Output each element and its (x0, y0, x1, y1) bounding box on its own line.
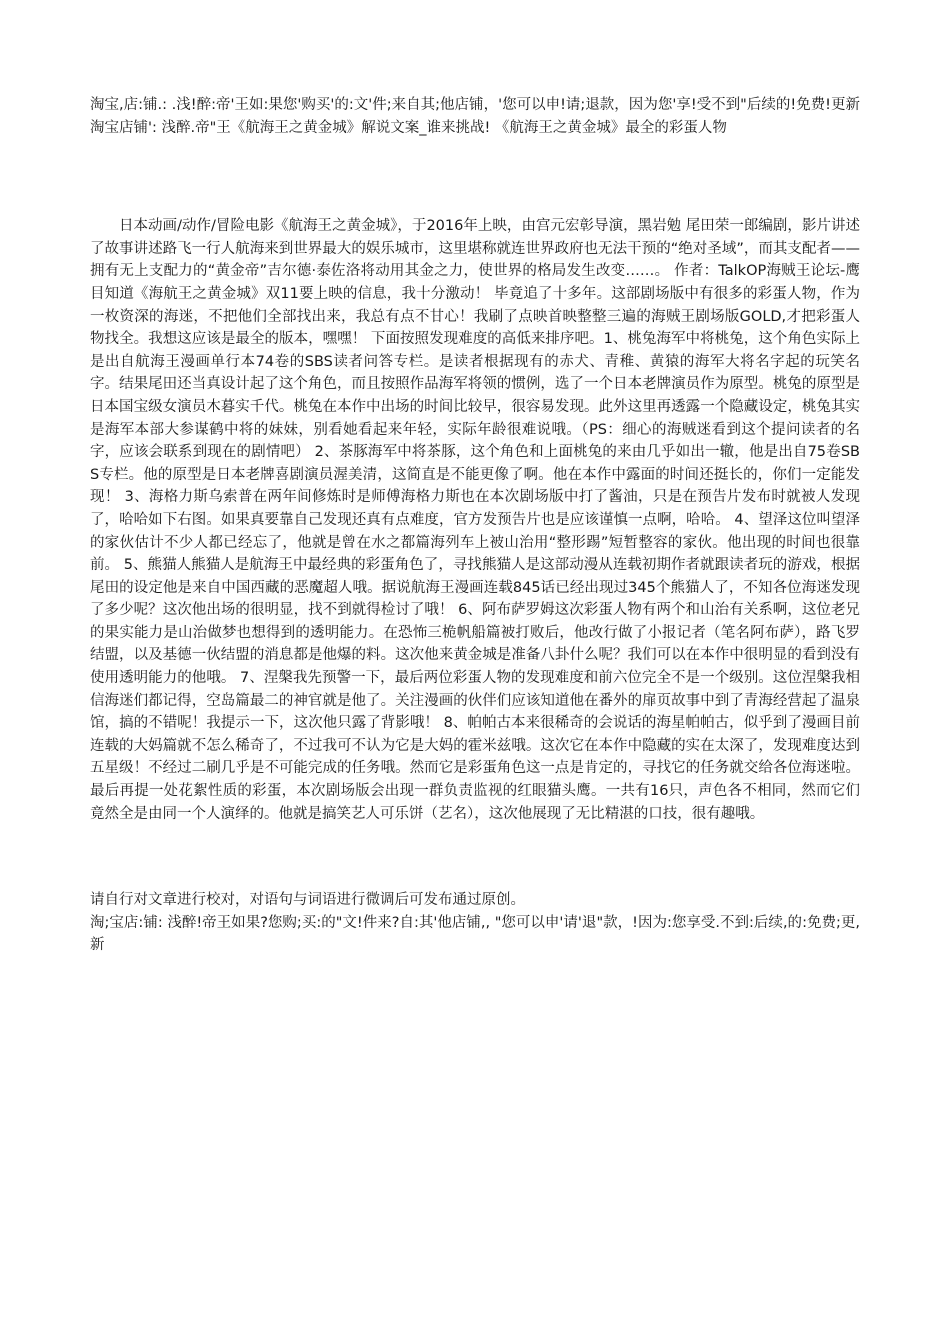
footer-notice: 请自行对文章进行校对，对语句与词语进行微调后可发布通过原创。 淘;宝店:铺: 浅醉!帝王如果?您购;买:的"文!件来?自:其'他店铺,, "您可以申'请'退"款，!因为:您享受.不到:后续,的:免费;更,新 (90, 892, 860, 954)
article-body: 日本动画/动作/冒险电影《航海王之黄金城》，于2016年上映，由宫元宏彰导演，黑岩勉 尾田荣一郎编剧，影片讲述了故事讲述路飞一行人航海来到世界最大的娱乐城市，这里堪称就连世界政府也无法干预的“绝对圣域”，而其支配者——拥有无上支配力的“黄金帝”吉尔德·泰佐洛将动用其金之力，使世界的格局发生改变……。 作者：TalkOP海贼王论坛-鹰目知道《海航王之黄金城》双11要上映的信息，我十分激动！ 毕竟追了十多年。这部剧场版中有很多的彩蛋人物，作为一枚资深的海迷，不把他们全部找出来，我总有点不甘心！我刷了点映首映整整三遍的海贼王剧场版GOLD,才把彩蛋人物找全。我想这应该是最全的版本，嘿嘿！ 下面按照发现难度的高低来排序吧。1、桃兔海军中将桃兔，这个角色实际上是出自航海王漫画单行本74卷的SBS读者问答专栏。是读者根据现有的赤犬、青稚、黄猿的海军大将名字起的玩笑名字。结果尾田还当真设计起了这个角色，而且按照作品海军将领的惯例，选了一个日本老牌演员作为原型。桃兔的原型是日本国宝级女演员木暮实千代。桃兔在本作中出场的时间比较早，很容易发现。此外这里再透露一个隐藏设定，桃兔其实是海军本部大参谋鹤中将的妹妹，别看她看起来年轻，实际年龄很难说哦。（PS：细心的海贼迷看到这个提问读者的名字，应该会联系到现在的剧情吧） 2、茶豚海军中将茶豚，这个角色和上面桃兔的来由几乎如出一辙，他是出自75卷SBS专栏。他的原型是日本老牌喜剧演员渥美清，这简直是不能更像了啊。他在本作中露面的时间还挺长的，你们一定能发现！ 3、海格力斯乌索普在两年间修炼时是师傅海格力斯也在本次剧场版中打了酱油，只是在预告片发布时就被人发现了，哈哈如下右图。如果真要靠自己发现还真有点难度，官方发预告片也是应该谨慎一点啊，哈哈。 4、望泽这位叫望泽的家伙估计不少人都已经忘了，他就是曾在水之都篇海列车上被山治用“整形踢”短暂整容的家伙。他出现的时间也很靠前。 5、熊猫人熊猫人是航海王中最经典的彩蛋角色了，寻找熊猫人是这部动漫从连载初期作者就跟读者玩的游戏，根据尾田的设定他是来自中国西藏的恶魔超人哦。据说航海王漫画连载845话已经出现过345个熊猫人了，不知各位海迷发现了多少呢？这次他出场的很明显，找不到就得检讨了哦！ 6、阿布萨罗姆这次彩蛋人物有两个和山治有关系啊，这位老兄的果实能力是山治做梦也想得到的透明能力。在恐怖三桅帆船篇被打败后，他改行做了小报记者（笔名阿布萨），路飞罗结盟，以及基德一伙结盟的消息都是他爆的料。这次他来黄金城是准备八卦什么呢？我们可以在本作中很明显的看到没有使用透明能力的他哦。 7、涅槃我先预警一下，最后两位彩蛋人物的发现难度和前六位完全不是一个级别。这位涅槃我相信海迷们都记得，空岛篇最二的神官就是他了。关注漫画的伙伴们应该知道他在番外的扉页故事中到了青海经营起了温泉馆，搞的不错呢！我提示一下，这次他只露了背影哦！ 8、帕帕古本来很稀奇的会说话的海星帕帕古，似乎到了漫画目前连载的大妈篇就不怎么稀奇了，不过我可不认为它是大妈的霍米兹哦。这次它在本作中隐藏的实在太深了，发现难度达到五星级！不经过二刷几乎是不可能完成的任务哦。然而它是彩蛋角色这一点是肯定的，寻找它的任务就交给各位海迷啦。 最后再提一处花絮性质的彩蛋，本次剧场版会出现一群负责监视的红眼猫头鹰。一共有16只，声色各不相同，然而它们竟然全是由同一个人演绎的。他就是搞笑艺人可乐饼（艺名），这次他展现了无比精湛的口技，很有趣哦。 (90, 218, 860, 822)
document-page (90, 94, 860, 957)
header-notice: 淘宝,店:铺.: .浅!醉:帝'王如:果您'购买'的:文'件;来自其;他店铺，'您可以申!请;退款，因为您'享!受不到"后续的!免费!更新淘宝店铺': 浅醉.帝"王《航海王之黄金城》解说文案_谁来挑战! 《航海王之黄金城》最全的彩蛋人物 (90, 97, 860, 136)
